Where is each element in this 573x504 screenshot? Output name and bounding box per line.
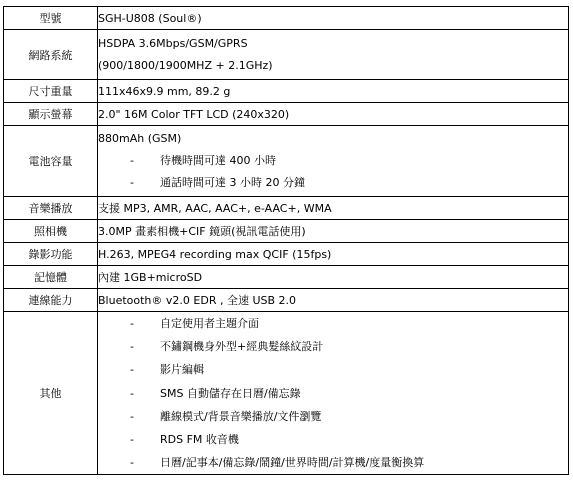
table-row [4, 312, 569, 475]
row-value: 支援 MP3, AMR, AAC, AAC+, e-AAC+, WMA [98, 197, 569, 220]
row-label: 型號 [4, 7, 98, 30]
bullet-dash: - [130, 363, 134, 377]
bullet-item [98, 335, 568, 358]
row-value: 111x46x9.9 mm, 89.2 g [98, 80, 569, 103]
bullet-text: 離線模式/背景音樂播放/文件瀏覽 [160, 409, 322, 423]
value-line: (900/1800/1900MHZ + 2.1GHz) [98, 58, 273, 72]
table-row [4, 126, 569, 197]
value-line: 880mAh (GSM) [98, 132, 182, 145]
table-row [4, 103, 569, 126]
bullet-dash: - [130, 154, 134, 167]
bullet-dash: - [130, 340, 134, 354]
row-label: 音樂播放 [4, 197, 98, 220]
bullet-item [98, 428, 568, 451]
row-label: 顯示螢幕 [4, 103, 98, 126]
row-label: 網路系統 [4, 30, 98, 80]
row-label: 照相機 [4, 220, 98, 243]
bullet-text: 待機時間可達 400 小時 [160, 154, 276, 167]
bullet-item [98, 150, 568, 172]
bullet-text: SMS 自動儲存在日曆/備忘錄 [160, 386, 301, 400]
row-label: 電池容量 [4, 126, 98, 197]
bullet-item [98, 358, 568, 381]
row-label: 記憶體 [4, 266, 98, 289]
row-label: 其他 [4, 312, 98, 475]
table-row [4, 243, 569, 266]
row-value: 2.0" 16M Color TFT LCD (240x320) [98, 103, 569, 126]
spec-table [3, 6, 569, 475]
bullet-text: 影片編輯 [160, 363, 204, 377]
table-row [4, 289, 569, 312]
bullet-text: RDS FM 收音機 [160, 432, 239, 446]
row-value: Bluetooth® v2.0 EDR , 全速 USB 2.0 [98, 289, 569, 312]
row-label: 連線能力 [4, 289, 98, 312]
bullet-dash: - [130, 456, 134, 470]
bullet-item [98, 451, 568, 474]
bullet-text: 自定使用者主題介面 [160, 317, 259, 330]
row-value [98, 312, 569, 475]
table-row [4, 30, 569, 80]
bullet-dash: - [130, 317, 134, 330]
row-value: SGH-U808 (Soul®) [98, 7, 569, 30]
table-row [4, 220, 569, 243]
bullet-item [98, 382, 568, 405]
bullet-dash: - [130, 176, 134, 189]
row-value: 3.0MP 畫素相機+CIF 鏡頭(視訊電話使用) [98, 220, 569, 243]
bullet-item [98, 172, 568, 194]
value-line: HSDPA 3.6Mbps/GSM/GPRS [98, 36, 248, 50]
row-value [98, 126, 569, 197]
bullet-dash: - [130, 386, 134, 400]
table-row [4, 266, 569, 289]
table-row [4, 7, 569, 30]
bullet-item [98, 312, 568, 335]
table-row [4, 80, 569, 103]
bullet-item [98, 405, 568, 428]
bullet-dash: - [130, 409, 134, 423]
row-value: 內建 1GB+microSD [98, 266, 569, 289]
row-value [98, 30, 569, 80]
bullet-text: 日曆/記事本/備忘錄/鬧鐘/世界時間/計算機/度量衡換算 [160, 456, 425, 470]
bullet-text: 不鏽鋼機身外型+經典髮絲紋設計 [160, 340, 324, 354]
bullet-dash: - [130, 432, 134, 446]
row-value: H.263, MPEG4 recording max QCIF (15fps) [98, 243, 569, 266]
row-label: 錄影功能 [4, 243, 98, 266]
bullet-text: 通話時間可達 3 小時 20 分鐘 [160, 176, 305, 189]
table-row [4, 197, 569, 220]
row-label: 尺寸重量 [4, 80, 98, 103]
